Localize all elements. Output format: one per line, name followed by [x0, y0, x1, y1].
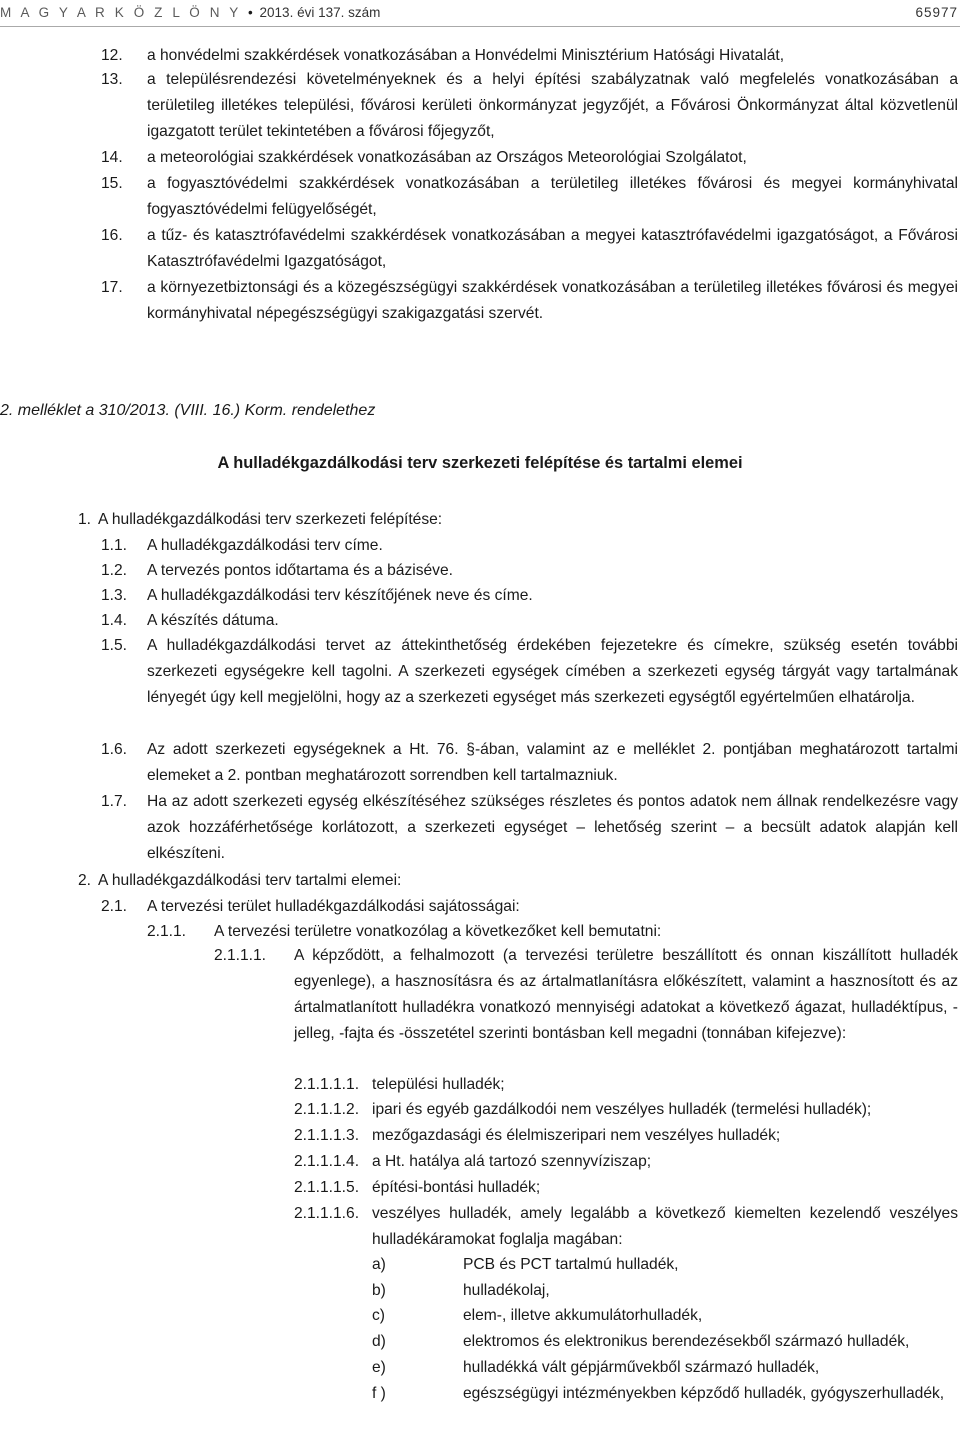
item-text: veszélyes hulladék, amely legalább a következő kiemelten kezelendő veszélyes hulladékáramokat foglalja magában: [372, 1205, 958, 1248]
item-number: 2.1.1.1.6. [294, 1205, 360, 1222]
item-number: 2.1.1. [147, 923, 187, 940]
list-item-14 [0, 145, 960, 171]
subsection-2-1 [0, 894, 960, 920]
item-text: PCB és PCT tartalmú hulladék, [463, 1256, 679, 1273]
item-text: ipari és egyéb gazdálkodói nem veszélyes hulladék (termelési hulladék); [372, 1101, 872, 1118]
list-item-16 [0, 223, 960, 275]
item-number: 1.1. [101, 537, 128, 554]
header-rule [0, 26, 960, 27]
section-number: 2. [78, 872, 92, 889]
hazardous-stream-e [0, 1355, 960, 1381]
item-letter: f ) [372, 1385, 386, 1402]
subsection-1-2 [0, 558, 960, 584]
item-number: 2.1.1.1.3. [294, 1127, 360, 1144]
waste-category-2 [0, 1097, 960, 1123]
publication-name: M A G Y A R K Ö Z L Ö N Y [0, 5, 242, 20]
item-number: 1.5. [101, 637, 128, 654]
subsection-2-1-1-1 [0, 943, 960, 1069]
item-number: 1.3. [101, 587, 128, 604]
item-text: hulladékká vált gépjárművekből származó hulladék, [463, 1359, 820, 1376]
item-text: A tervezési terület hulladékgazdálkodási sajátosságai: [147, 898, 520, 915]
list-item-12 [0, 43, 960, 69]
subsection-2-1-1 [0, 919, 960, 945]
item-letter: e) [372, 1359, 386, 1376]
waste-category-3 [0, 1123, 960, 1149]
waste-category-5 [0, 1175, 960, 1201]
page-number: 65977 [915, 5, 958, 20]
item-text: építési-bontási hulladék; [372, 1179, 541, 1196]
item-number: 1.4. [101, 612, 128, 629]
list-item-17 [0, 275, 960, 327]
issue-info: 2013. évi 137. szám [259, 5, 381, 20]
hazardous-stream-f [0, 1381, 960, 1432]
waste-category-1 [0, 1072, 960, 1098]
item-number: 2.1.1.1.2. [294, 1101, 360, 1118]
item-number: 2.1.1.1.5. [294, 1179, 360, 1196]
annex-title: A hulladékgazdálkodási terv szerkezeti felépítése és tartalmi elemei [217, 454, 743, 472]
item-text: egészségügyi intézményekben képződő hulladék, gyógyszerhulladék, [463, 1385, 945, 1402]
item-number: 2.1. [101, 898, 128, 915]
item-text: a Ht. hatálya alá tartozó szennyvíziszap; [372, 1153, 652, 1170]
item-text: mezőgazdasági és élelmiszeripari nem veszélyes hulladék; [372, 1127, 781, 1144]
item-text: a fogyasztóvédelmi szakkérdések vonatkozásában a területileg illetékes fővárosi és megyei kormányhivatal fogyasztóvédelmi felügyelőségét, [147, 175, 958, 218]
hazardous-stream-c [0, 1303, 960, 1329]
waste-category-6 [0, 1201, 960, 1253]
section-1 [0, 507, 960, 533]
item-number: 15. [101, 175, 123, 192]
item-text: A tervezés pontos időtartama és a bázisévе. [147, 562, 453, 579]
item-number: 1.7. [101, 793, 128, 810]
section-heading: A hulladékgazdálkodási terv tartalmi elemei: [98, 872, 402, 889]
item-text: a tűz- és katasztrófavédelmi szakkérdések vonatkozásában a megyei katasztrófavédelmi igazgatóságot, a Fővárosi Katasztrófavédelmi Igazgatóságot, [147, 227, 958, 270]
item-letter: b) [372, 1282, 386, 1299]
item-text: elem-, illetve akkumulátorhulladék, [463, 1307, 703, 1324]
list-item-13 [0, 67, 960, 145]
item-number: 1.6. [101, 741, 128, 758]
item-letter: c) [372, 1307, 385, 1324]
item-number: 2.1.1.1.1. [294, 1076, 360, 1093]
item-text: A tervezési területre vonatkozólag a következőket kell bemutatni: [214, 923, 662, 940]
item-letter: d) [372, 1333, 386, 1350]
item-number: 13. [101, 71, 123, 88]
waste-category-4 [0, 1149, 960, 1175]
page-header [0, 0, 960, 26]
item-text: elektromos és elektronikus berendezésekből származó hulladék, [463, 1333, 910, 1350]
header-bullet: • [247, 5, 253, 20]
hazardous-stream-a [0, 1252, 960, 1278]
subsection-1-5 [0, 633, 960, 737]
item-text: a településrendezési követelményeknek és a helyi építési szabályzatnak való megfelelés vonatkozásában a területileg illetékes települési, fővárosi kerületi önkormányzat jegyzőjét, a Fővárosi Önkormányzat által közvetlenül igazgatott terület tekintetében a fővárosi főjegyzőt, [147, 71, 958, 140]
subsection-1-4 [0, 608, 960, 634]
subsection-1-7 [0, 789, 960, 867]
item-text: a környezetbiztonsági és a közegészségügyi szakkérdések vonatkozásában a területileg illetékes fővárosi és megyei kormányhivatal népegészségügyi szakigazgatási szervét. [147, 279, 958, 322]
item-number: 2.1.1.1.4. [294, 1153, 360, 1170]
item-text: A hulladékgazdálkodási terv címe. [147, 537, 383, 554]
item-number: 17. [101, 279, 123, 296]
annex-reference: 2. melléklet a 310/2013. (VIII. 16.) Korm. rendelethez [0, 402, 376, 419]
list-item-15 [0, 171, 960, 223]
hazardous-stream-b [0, 1278, 960, 1304]
subsection-1-6 [0, 737, 960, 789]
item-text: települési hulladék; [372, 1076, 505, 1093]
publication-title [0, 5, 380, 20]
section-heading: A hulladékgazdálkodási terv szerkezeti felépítése: [98, 511, 443, 528]
item-text: A hulladékgazdálkodási tervet az áttekinthetőség érdekében fejezetekre és címekre, szükség esetén további szerkezeti egységekre kell tagolni. A szerkezeti egységek címében a szerkezeti egység tárgyát vagy tartalmának lényegét úgy kell megjelölni, hogy az a szerkezeti egységet más szerkezeti egységtől egyértelműen elhatárolja. [147, 637, 958, 706]
section-number: 1. [78, 511, 92, 528]
item-text: Ha az adott szerkezeti egység elkészítéséhez szükséges részletes és pontos adatok nem állnak rendelkezésre vagy azok hozzáférhetősége korlátozott, a szerkezeti egységet – lehetőség szerint – a becsült adatok alapján kell elkészíteni. [147, 793, 958, 862]
item-text: a honvédelmi szakkérdések vonatkozásában a Honvédelmi Minisztérium Hatósági Hivatalát, [147, 47, 785, 64]
item-number: 1.2. [101, 562, 128, 579]
item-number: 14. [101, 149, 123, 166]
item-number: 16. [101, 227, 123, 244]
item-text: A hulladékgazdálkodási terv készítőjének neve és címe. [147, 587, 533, 604]
subsection-1-3 [0, 583, 960, 609]
hazardous-stream-d [0, 1329, 960, 1355]
item-text: Az adott szerkezeti egységeknek a Ht. 76. §-ában, valamint az e melléklet 2. pontjában meghatározott tartalmi elemeket a 2. pontban meghatározott sorrendben kell tartalmazniuk. [147, 741, 958, 784]
item-number: 12. [101, 47, 123, 64]
section-2 [0, 868, 960, 894]
item-text: a meteorológiai szakkérdések vonatkozásában az Országos Meteorológiai Szolgálatot, [147, 149, 747, 166]
subsection-1-1 [0, 533, 960, 559]
item-text: A készítés dátuma. [147, 612, 279, 629]
item-number: 2.1.1.1. [214, 947, 267, 964]
item-text: A képződött, a felhalmozott (a tervezési területre beszállított és onnan kiszállított hulladék egyenlege), a hasznosításra és az ártalmatlanításra előkészített, valamint a hasznosított és az ártalmatlanított hulladékra vonatkozó mennyiségi adatokat a következő ágazat, hulladéktípus, -jelleg, -fajta és -összetétel szerinti bontásban kell megadni (tonnában kifejezve): [294, 947, 958, 1042]
item-text: hulladékolaj, [463, 1282, 550, 1299]
item-letter: a) [372, 1256, 386, 1273]
